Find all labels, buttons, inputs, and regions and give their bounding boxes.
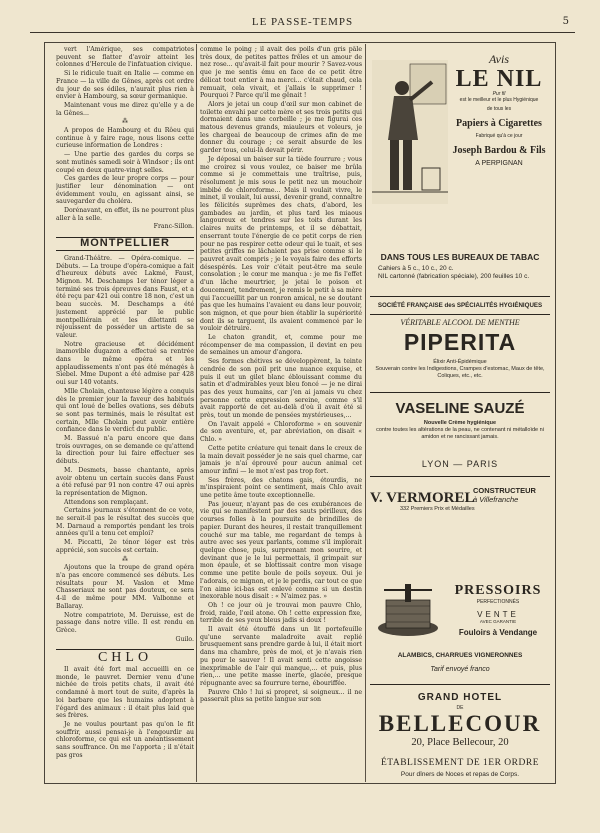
ad-divider (370, 476, 550, 477)
paragraph: M. Desmets, basse chantante, après avoir obtenu un certain succès dans Faust a été refusé par 91 non contre 47 oui après la représentation de Mignon. (56, 466, 194, 497)
ad-vaseline-title: VASELINE SAUZÉ (395, 400, 525, 417)
section-heading-montpellier: MONTPELLIER (56, 237, 194, 251)
paragraph: Ses frères, des chatons gais, étourdis, ne m'inspiraient point ce sentiment, mais Chlo avait une petite âme toute exceptionnelle. (200, 476, 362, 500)
ad-text: DE (456, 705, 464, 711)
ad-text: Élixir Anti-Épidémique (433, 359, 487, 365)
paragraph: Maintenant vous me direz qu'elle y a de la Gênes... (56, 101, 194, 117)
ad-le-nil-title: LE NIL (455, 66, 543, 92)
ad-maker: Joseph Bardou & Fils (452, 145, 546, 156)
ad-text: Nouvelle Crème hygiénique (423, 420, 497, 426)
wine-press-illustration (372, 582, 444, 640)
paragraph: Certains journaux s'étonnent de ce vote, ne serait-il pas le résultat des succès que M. Darnaud a remportés pendant les trois années qu'il a tenu cet emploi? (56, 507, 194, 538)
paragraph: Dorénavant, en effet, ils ne pourront plus aller à la selle. (56, 207, 194, 222)
ad-hotel-etab: ÉTABLISSEMENT DE 1ER ORDRE (381, 758, 539, 768)
ad-hotel-diners: Pour dîners de Noces et repas de Corps. (400, 771, 520, 778)
paragraph: Je déposai un baiser sur la tiède fourrure ; vous me croirez si vous voulez, ce baiser me brûla comme si je commettais une traîtrise, puis, résolument je mis sous le petit nez un mouchoir imbibé de chloroforme... Mais il voulait vivre, le minet, il voulait, lui aussi, devenir grand, connaître les félicités suprêmes des chats, d'abord, les gambades au jardin, et plus tard les miaous langoureux et tendres sur les toits durant les claires nuits de printemps, et il se débattait, enserrant toute l'énergie de ce petit corps de rien pour ne pas respirer cette odeur qui le tuait, et ses petites griffes ne lâchaient pas prise comme si le pauvret avait compris ; je le voyais faire des efforts désespérés. Les voir c'était peut-être ma seule consolation ; le cœur me manqua : je me fis l'effet d'un lâche meurtrier, je jetai le poison et doucement, tendrement, je remis le petit à sa mère qui l'accueillit par un ronron amical, ne se doutant pas que les humains l'avaient eu dans leur pouvoir, son mignon, et que pour bien établir la supériorité dont ils se targuent, ils avaient commencé par le vouloir détruire. (200, 155, 362, 333)
ad-le-nil (370, 46, 550, 206)
ad-text: de tous les (486, 106, 512, 112)
journal-title: LE PASSE-TEMPS (251, 16, 354, 28)
paragraph: Notre compatriote, M. Deruisse, est de passage dans notre ville. Il est rendu en Grèce. (56, 611, 194, 634)
paragraph: Pauvre Chlo ! lui si propret, si soigneux... il ne passerait plus sa petite langue sur son (200, 688, 362, 704)
ad-veritable: VÉRITABLE ALCOOL DE MENTHE (400, 318, 520, 327)
ad-grand-hotel (370, 692, 550, 778)
ad-vermorel-role (473, 486, 536, 504)
paragraph: Grand-Théâtre. — Opéra-comique. — Débuts. — La troupe d'opéra-comique a fait d'heureux débuts avec Lakmé, Faust, Mignon. M. Deschamps 1er ténor léger a terminé ses trois épreuves dans Faust, et a été reçu par 421 oui contre 18 non, c'est un beau succès. M. Deschamps a été justement apprécié par le public montpelliérain et les dilettanti se réjouissent de posséder un artiste de sa valeur. (56, 254, 194, 339)
paragraph: M. Piccatti, 2e ténor léger est très apprécié, son succès est certain. (56, 539, 194, 554)
ad-vaseline-desc (370, 420, 550, 441)
ad-divider (370, 296, 550, 297)
ad-tarif: Tarif envoyé franco (430, 666, 490, 673)
asterism: ⁂ (122, 555, 128, 563)
ad-text: AVEC GARANTIE (479, 619, 517, 624)
ad-text: Fouloirs à Vendange (458, 628, 538, 637)
ad-pressoirs (446, 583, 550, 637)
ad-hotel-title: GRAND HOTEL (417, 692, 503, 703)
signature: Franc-Sillon. (153, 223, 194, 231)
ad-divider (370, 684, 550, 685)
column-two (200, 46, 362, 776)
ad-tabac (370, 252, 550, 281)
paragraph: Ses formes chétives se développèrent, la teinte cendrée de son poil prit une nuance exquise, et puis il eut un gilet blanc éblouissant comme du satin et d'admirables yeux bleu foncé — je ne dirai pas des yeux humains, car j'en ai jamais vu chez personne cette expression sereine, comme s'il avait rapporté de cet au-delà d'où il avait été si près, tout un monde de pensées mystérieuses,... (200, 358, 362, 420)
ad-hotel-address: 20, Place Bellecour, 20 (411, 737, 509, 748)
ad-product: Papiers à Cigarettes (456, 118, 542, 129)
ad-text: contre toutes les altérations de la peau, ne contenant ni métalloïde ni amidon et ne rancissant jamais. (376, 427, 544, 440)
ad-divider (370, 314, 550, 315)
ad-vermorel-awards: 332 Premiers Prix et Médailles (400, 506, 475, 512)
ad-text: CONSTRUCTEUR (473, 486, 536, 495)
paragraph: Cette petite créature qui tenait dans le creux de la main devait posséder je ne sais quel charme, car jamais je n'ai éprouvé pour aucun animal cet amour infini — le mot n'est pas trop fort. (200, 444, 362, 475)
ad-pressoirs-title: PRESSOIRS (454, 583, 542, 598)
paragraph: Oh ! ce jour où je trouvai mon pauvre Chlo, froid, raide, l'œil atone. Oh ! cette expression fixe, terrible de ses yeux bleus jadis si doux ! (200, 601, 362, 625)
paragraph: Pas joueur, n'ayant pas de ces exubérances de vie qui se manifestent par des sauts périlleux, des courses folles à la poursuite de brindilles de papier. Durant des heures, il restait tranquillement couché sur ma table, me regardant de temps à autre avec ses yeux parlants, comme s'il implorait quelque chose, puis, surprenant mon sourire, et devinant que je le lui permettais, il grimpait sur mon épaule, et se blottissait contre mon visage comme une petite boule de poils soyeux. Oui je l'adorais, ce mignon, et je le perdis, car tout ce que l'on aime ici-bas est enlevé comme si un destin inexorable nous disait : « N'aimez pas. » (200, 500, 362, 601)
ad-city: A PERPIGNAN (475, 160, 523, 167)
ad-societe: SOCIÉTÉ FRANÇAISE des SPÉCIALITÉS HYGIÉNIQUES (377, 302, 543, 309)
ad-text: VENTE (477, 610, 519, 619)
paragraph: — Une partie des gardes du corps se sont mutinés samedi soir à Windsor ; ils ont coupé en deux quatre-vingt selles. (56, 151, 194, 174)
paragraph: Ces gardes de leur propre corps — pour justifier leur dénomination — ont évidemment voulu, en agissant ainsi, se sauvegarder du choléra. (56, 175, 194, 206)
ad-alambics: ALAMBICS, CHARRUES VIGNERONNES (397, 652, 523, 659)
ad-text: Souverain contre les Indigestions, Crampes d'estomac, Maux de tête, Coliques, etc., etc. (375, 366, 545, 379)
ad-text: Fabriqué qu'à ce jour (475, 133, 523, 139)
section-heading-chlo: CHLO (56, 649, 194, 662)
ad-divider (370, 392, 550, 393)
page-header (30, 12, 575, 33)
paragraph: vert l'Amérique, ses compatriotes peuvent se flatter d'avoir atteint les colonnes d'Hercule de l'infatuation civique. (56, 46, 194, 69)
paragraph: Notre gracieuse et décidément inamovible dugazon a effectué sa rentrée dans le même opéra et les applaudissements n'ont pas été ménagés à Siebel. Mme Dupont a été admise par 428 oui sur 140 votants. (56, 340, 194, 387)
paragraph: comme le poing ; il avait des poils d'un gris pâle très doux, de petites pattes frêles et un amour de nez rose... qu'avait-il fait pour mourir ? Savez-vous que je me sentis ému en face de ce petit être délicat tout entier à ma merci... c'était chaud, cela remuait, cela vivait, et j'allais le supprimer ! Pourquoi ? Parce qu'il me gênait ! (200, 46, 362, 100)
ad-piperita-desc (370, 359, 550, 380)
paragraph: Je ne voulus pourtant pas qu'on le fit souffrir, aussi pensai-je à l'engourdir au chloroforme, ce qui est un anéantissement sans souffrance. On me l'apporta ; il n'était pas gros (56, 720, 194, 759)
ad-text: Pur fil (492, 91, 506, 97)
paragraph: A propos de Hambourg et du Rôeu qui continue à y faire rage, nous lisons cette curieuse information de Londres : (56, 127, 194, 150)
man-pasting-poster-illustration (372, 60, 448, 204)
le-nil-text (450, 46, 548, 167)
column-divider (365, 44, 366, 782)
advertisements-column (370, 46, 550, 776)
paragraph: Il avait été fort mal accueilli en ce monde, le pauvret. Dernier venu d'une nichée de trois petits chats, il avait été condamné à mort tout de suite, d'après la loi barbare que les humains adoptent à l'égard des animaux : il était plus laid que ses frères. (56, 666, 194, 720)
paragraph: M. Bassué n'a paru encore que dans trois ouvrages, on se demande ce qu'attend la direction pour lui faire effectuer ses débuts. (56, 435, 194, 466)
page-number: 5 (562, 16, 569, 27)
paragraph: Mlle Cholain, chanteuse légère a conquis dès le premier jour la faveur des habitués qui ont loué de belles ovations, ses débuts se sont pas terminés, mais le résultat est certain, Mlle Cholain peut avoir entière confiance dans le verdict du public. (56, 387, 194, 434)
ad-hotel-name: BELLECOUR (378, 711, 542, 736)
paragraph: Ajoutons que la troupe de grand opéra n'a pas encore commencé ses débuts. Les résultats pour M. Vaslon et Mme Chasseriaux ne sont pas douteux, ce sera 4-il de même pour MM. Valbonne et Ballaray. (56, 564, 194, 610)
paragraph: Le chaton grandit, et, comme pour me récompenser de ma compassion, il devint en peu de semaines un amour d'angora. (200, 334, 362, 357)
signature: Guilo. (175, 635, 194, 643)
paragraph: Alors je jetai un coup d'œil sur mon cabinet de toilette envahi par cette mère et ses trois petits qui dormaient dans une corbeille ; je me figurai ces matous devenus grands, miauleurs et voleurs, je les chargeai de beaucoup de crimes afin de me donner du courage ; ce serait absurde de les garder tous, celui-là devait périr. (200, 100, 362, 155)
paragraph: Attendons son remplaçant. (64, 498, 149, 506)
ad-text: à Villefranche (473, 495, 519, 504)
ad-tabac-title: DANS TOUS LES BUREAUX DE TABAC (380, 252, 540, 262)
asterism: ⁂ (122, 118, 128, 126)
ad-tabac-line: Cahiers à 5 c., 10 c., 20 c. (378, 265, 454, 272)
paragraph: On l'avait appelé « Chloroforme » en souvenir de son aventure, et, par abréviation, on disait « Chlo. » (200, 420, 362, 444)
column-one (56, 46, 194, 776)
ad-text: PERFECTIONNÉS (476, 599, 520, 605)
paragraph: Il avait été étouffé dans un lit portefeuille qu'une servante maladroite avait replié brusquement sans prendre garde à lui, il était mort dans ma chambre, près de moi, et je n'avais rien pu pour le sauver ! Il avait senti cette angoisse inexprimable de l'air qui manque,... et puis, plus rien,... une petite masse inerte, glacée, presque répugnante avec sa fourrure terne, ébouriffée. (200, 626, 362, 687)
column-divider (196, 44, 197, 782)
paragraph: Si le ridicule tuait en Italie — comme en France — la ville de Gênes, après cet ordre du jour de ses édiles, n'aurait plus rien à envier à Hambourg, sa sœur germanique. (56, 70, 194, 101)
ad-vermorel-name: V. VERMOREL (370, 490, 475, 506)
ad-tabac-line: NIL cartonné (fabrication spéciale), 200 feuilles 10 c. (378, 273, 530, 280)
ad-avis: Avis (489, 52, 509, 66)
ad-text: est le meilleur et le plus Hygiénique (459, 97, 539, 103)
ad-vermorel (370, 482, 550, 562)
ad-piperita-title: PIPERITA (403, 329, 517, 355)
ad-lyon-paris: LYON — PARIS (421, 459, 499, 469)
